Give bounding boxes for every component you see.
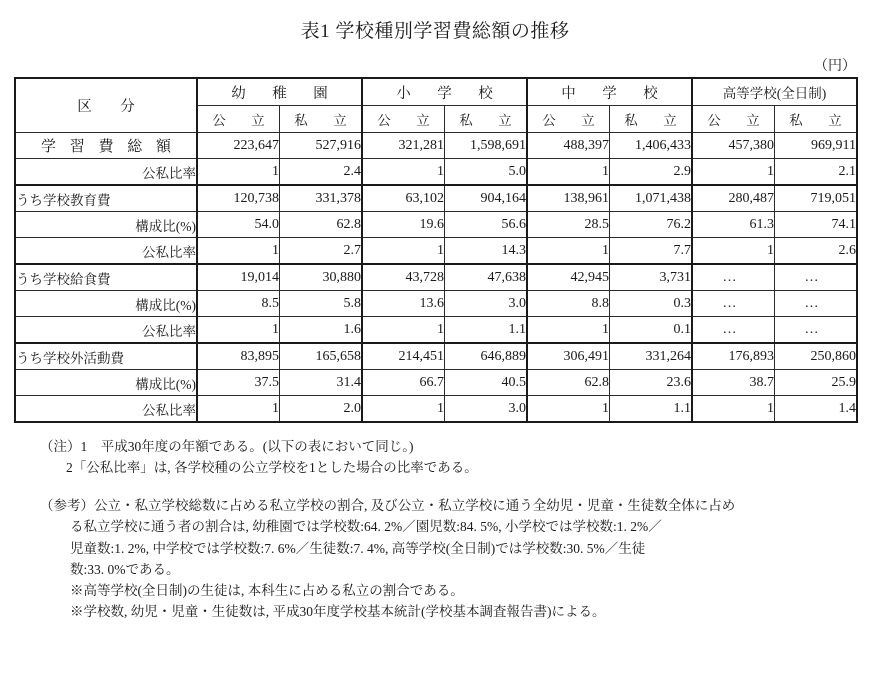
cell-value: 331,264 <box>610 343 693 370</box>
row-label: 構成比(%) <box>15 370 197 396</box>
row-label: 構成比(%) <box>15 291 197 317</box>
table-row <box>15 133 857 159</box>
cell-value: 3.0 <box>445 291 528 317</box>
cell-value: 2.4 <box>280 159 363 186</box>
cell-value: … <box>692 264 775 291</box>
cell-value: 2.0 <box>280 396 363 423</box>
reference-line-3: 児童数:1. 2%, 中学校では学校数:7. 6%／生徒数:7. 4%, 高等学校(全日制)では学校数:30. 5%／生徒 <box>70 540 646 556</box>
header-sub-private-elementary: 私 立 <box>445 106 528 133</box>
cell-value: … <box>775 291 858 317</box>
cell-value: 30,880 <box>280 264 363 291</box>
cell-value: 23.6 <box>610 370 693 396</box>
cell-value: 1 <box>692 238 775 265</box>
cell-value: 0.1 <box>610 317 693 344</box>
row-label: 公私比率 <box>15 159 197 186</box>
cell-value: 19.6 <box>362 212 445 238</box>
cell-value: 1.4 <box>775 396 858 423</box>
cell-value: 3,731 <box>610 264 693 291</box>
cell-value: 61.3 <box>692 212 775 238</box>
cell-value: 42,945 <box>527 264 610 291</box>
cell-value: 14.3 <box>445 238 528 265</box>
cell-value: 1 <box>362 159 445 186</box>
cell-value: … <box>775 317 858 344</box>
cell-value: 63,102 <box>362 185 445 212</box>
cell-value: 40.5 <box>445 370 528 396</box>
cell-value: 176,893 <box>692 343 775 370</box>
header-group-highschool: 高等学校(全日制) <box>692 78 857 106</box>
cell-value: 2.1 <box>775 159 858 186</box>
cell-value: 1 <box>527 317 610 344</box>
table-row <box>15 343 857 370</box>
cell-value: 5.0 <box>445 159 528 186</box>
cell-value: 1 <box>197 159 280 186</box>
row-label: 公私比率 <box>15 238 197 265</box>
notes-marker: （注） <box>40 439 81 454</box>
cell-value: 306,491 <box>527 343 610 370</box>
cell-value: 1 <box>362 396 445 423</box>
cell-value: 488,397 <box>527 133 610 159</box>
row-label: 公私比率 <box>15 396 197 423</box>
cell-value: 214,451 <box>362 343 445 370</box>
cell-value: 969,911 <box>775 133 858 159</box>
table-row <box>15 264 857 291</box>
cell-value: 1 <box>197 238 280 265</box>
cell-value: 7.7 <box>610 238 693 265</box>
cell-value: 1 <box>527 396 610 423</box>
reference-line-2: る私立学校に通う者の割合は, 幼稚園では学校数:64. 2%／園児数:84. 5%, 小学校では学校数:1. 2%／ <box>70 519 662 535</box>
cell-value: 719,051 <box>775 185 858 212</box>
row-label: 公私比率 <box>15 317 197 344</box>
table-row <box>15 185 857 212</box>
cell-value: 904,164 <box>445 185 528 212</box>
cell-value: 2.7 <box>280 238 363 265</box>
cell-value: … <box>775 264 858 291</box>
cell-value: 54.0 <box>197 212 280 238</box>
note-line-1 <box>40 437 852 458</box>
reference-line-1 <box>40 495 854 516</box>
cell-value: 138,961 <box>527 185 610 212</box>
cell-value: 1,071,438 <box>610 185 693 212</box>
table-row <box>15 291 857 317</box>
row-label: うち学校給食費 <box>15 264 197 291</box>
header-group-kindergarten: 幼 稚 園 <box>197 78 362 106</box>
reference-text-1: 公立・私立学校総数に占める私立学校の割合, 及び公立・私立学校に通う全幼児・児童・生徒数全体に占め <box>94 497 736 513</box>
row-label: うち学校外活動費 <box>15 343 197 370</box>
cell-value: 47,638 <box>445 264 528 291</box>
cell-value: 1 <box>362 317 445 344</box>
table-row <box>15 159 857 186</box>
header-group-juniorhigh: 中 学 校 <box>527 78 692 106</box>
cell-value: 43,728 <box>362 264 445 291</box>
cell-value: 62.8 <box>527 370 610 396</box>
note-line-2 <box>40 458 852 479</box>
cell-value: 3.0 <box>445 396 528 423</box>
cell-value: 280,487 <box>692 185 775 212</box>
cell-value: 223,647 <box>197 133 280 159</box>
cell-value: 1 <box>197 396 280 423</box>
table-row <box>15 212 857 238</box>
header-sub-public-kindergarten: 公 立 <box>197 106 280 133</box>
table-row <box>15 396 857 423</box>
page-title: 表1 学校種別学習費総額の推移 <box>300 21 570 42</box>
cell-value: … <box>692 317 775 344</box>
learning-cost-table <box>14 77 858 423</box>
cell-value: 74.1 <box>775 212 858 238</box>
cell-value: 66.7 <box>362 370 445 396</box>
unit-label: （円） <box>814 59 856 74</box>
cell-value: 1,406,433 <box>610 133 693 159</box>
cell-value: 646,889 <box>445 343 528 370</box>
cell-value: 0.3 <box>610 291 693 317</box>
header-sub-private-highschool: 私 立 <box>775 106 858 133</box>
row-label: 構成比(%) <box>15 212 197 238</box>
cell-value: 2.6 <box>775 238 858 265</box>
cell-value: 37.5 <box>197 370 280 396</box>
cell-value: 1.1 <box>445 317 528 344</box>
table-header <box>15 78 857 133</box>
cell-value: 8.8 <box>527 291 610 317</box>
cell-value: 2.9 <box>610 159 693 186</box>
header-group-elementary: 小 学 校 <box>362 78 527 106</box>
cell-value: 457,380 <box>692 133 775 159</box>
table-row <box>15 238 857 265</box>
row-label: 学 習 費 総 額 <box>15 133 197 159</box>
cell-value: 1.1 <box>610 396 693 423</box>
cell-value: 1 <box>692 396 775 423</box>
cell-value: 38.7 <box>692 370 775 396</box>
reference-block <box>0 495 870 623</box>
header-sub-private-kindergarten: 私 立 <box>280 106 363 133</box>
cell-value: 1 <box>527 159 610 186</box>
reference-line-4: 数:33. 0%である。 <box>70 561 180 577</box>
table-container <box>0 77 870 423</box>
cell-value: 56.6 <box>445 212 528 238</box>
cell-value: 5.8 <box>280 291 363 317</box>
cell-value: 1 <box>197 317 280 344</box>
cell-value: 1.6 <box>280 317 363 344</box>
cell-value: 527,916 <box>280 133 363 159</box>
header-row-groups <box>15 78 857 106</box>
cell-value: 331,378 <box>280 185 363 212</box>
cell-value: 165,658 <box>280 343 363 370</box>
cell-value: … <box>692 291 775 317</box>
cell-value: 1 <box>527 238 610 265</box>
cell-value: 62.8 <box>280 212 363 238</box>
header-sub-private-juniorhigh: 私 立 <box>610 106 693 133</box>
table-row <box>15 317 857 344</box>
cell-value: 1 <box>692 159 775 186</box>
cell-value: 120,738 <box>197 185 280 212</box>
table-body <box>15 133 857 423</box>
cell-value: 28.5 <box>527 212 610 238</box>
header-sub-public-elementary: 公 立 <box>362 106 445 133</box>
cell-value: 13.6 <box>362 291 445 317</box>
cell-value: 321,281 <box>362 133 445 159</box>
header-kubun: 区 分 <box>15 78 197 133</box>
cell-value: 1 <box>362 238 445 265</box>
cell-value: 250,860 <box>775 343 858 370</box>
note-item-1: 1 平成30年度の年額である。(以下の表において同じ。) <box>80 439 414 454</box>
cell-value: 19,014 <box>197 264 280 291</box>
cell-value: 1,598,691 <box>445 133 528 159</box>
reference-marker: （参考） <box>40 497 94 513</box>
header-sub-public-juniorhigh: 公 立 <box>527 106 610 133</box>
reference-star-1: ※高等学校(全日制)の生徒は, 本科生に占める私立の割合である。 <box>70 583 464 599</box>
reference-star-2: ※学校数, 幼児・児童・生徒数は, 平成30年度学校基本統計(学校基本調査報告書)による。 <box>70 604 606 620</box>
cell-value: 76.2 <box>610 212 693 238</box>
row-label: うち学校教育費 <box>15 185 197 212</box>
cell-value: 25.9 <box>775 370 858 396</box>
header-sub-public-highschool: 公 立 <box>692 106 775 133</box>
cell-value: 8.5 <box>197 291 280 317</box>
cell-value: 83,895 <box>197 343 280 370</box>
cell-value: 31.4 <box>280 370 363 396</box>
note-item-2: 2「公私比率」は, 各学校種の公立学校を1とした場合の比率である。 <box>66 459 478 475</box>
notes-block <box>0 437 870 479</box>
table-row <box>15 370 857 396</box>
